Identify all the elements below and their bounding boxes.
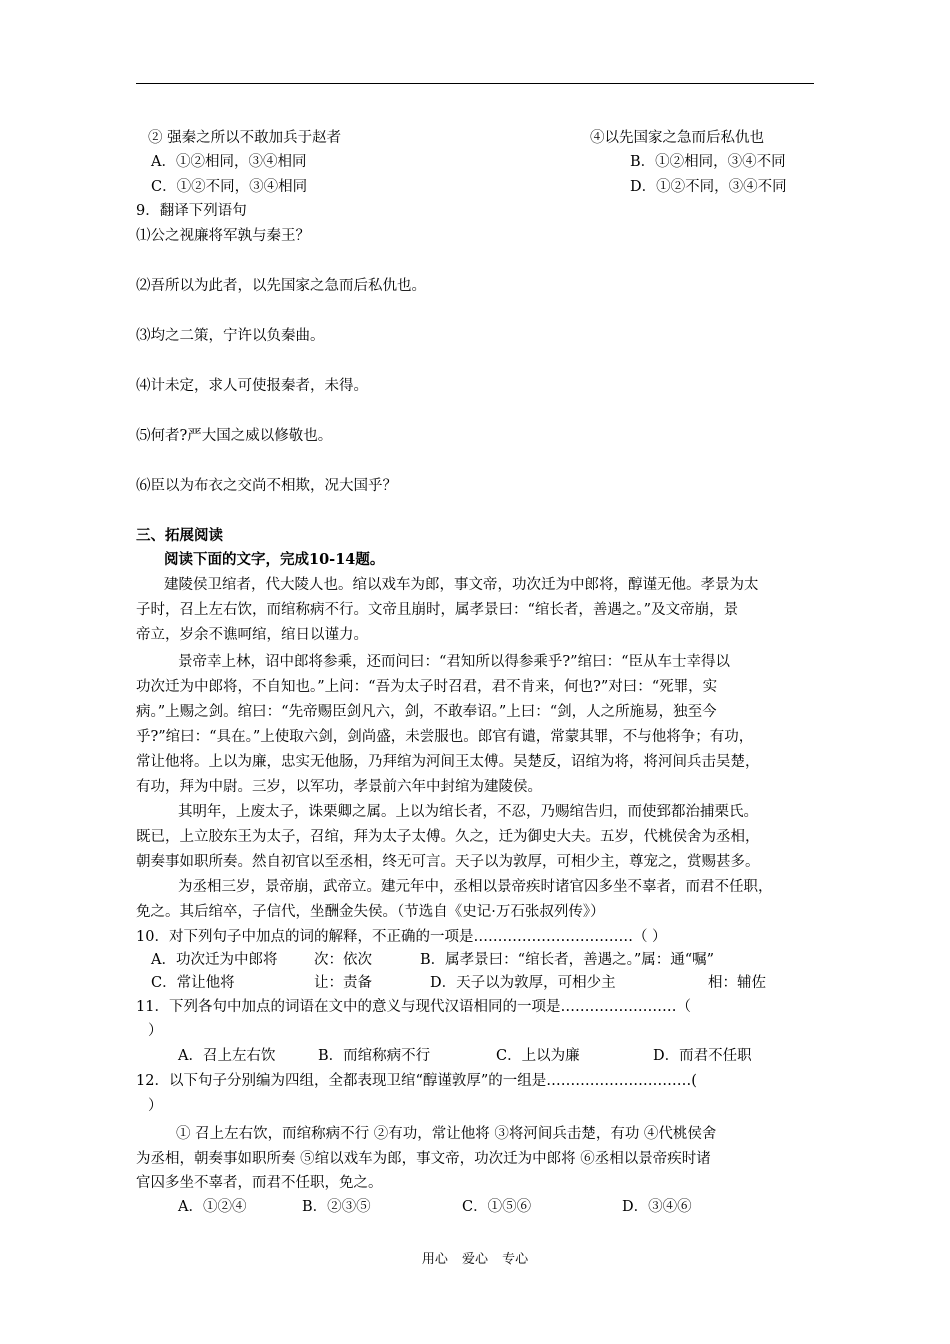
passage-line: 其明年，上废太子，诛栗卿之属。上以为绾长者，不忍，乃赐绾告归，而使郅都治捕栗氏。 xyxy=(178,804,758,820)
passage-line: 功次迁为中郎将，不自知也。”上问：“吾为太子时召君，君不肯来，何也?”对曰：“死罪，实 xyxy=(136,679,718,695)
q12-choice-c: C．①⑤⑥ xyxy=(462,1199,532,1215)
passage-line: 常让他将。上以为廉，忠实无他肠，乃拜绾为河间王太傅。吴楚反，诏绾为将，将河间兵击吴楚， xyxy=(136,754,760,770)
q10-choice-d-gloss: 相：辅佐 xyxy=(708,975,766,991)
footer-text: 爱心 xyxy=(461,1252,488,1267)
q11-stem: 11．下列各句中加点的词语在文中的意义与现代汉语相同的一项是……………………（ xyxy=(136,999,691,1015)
q11-close: ） xyxy=(148,1023,163,1039)
q8-choice-c: C．①②不同，③④相同 xyxy=(151,179,308,195)
q8-option-4: ④以先国家之急而后私仇也 xyxy=(590,130,764,146)
q8-choice-b: B．①②相同，③④不同 xyxy=(630,154,786,170)
page-footer xyxy=(0,1248,950,1267)
section-heading: 三、拓展阅读 xyxy=(136,527,223,544)
q12-choice-a: A．①②④ xyxy=(178,1199,247,1215)
section-instruction: 阅读下面的文字，完成10-14题。 xyxy=(164,551,385,568)
q9-item-3: ⑶均之二策，宁许以负秦曲。 xyxy=(136,328,325,344)
q10-choice-c-gloss: 让：责备 xyxy=(314,975,372,991)
q10-choice-b: B．属孝景曰：“绾长者，善遇之。”属：通“嘱” xyxy=(420,952,715,968)
passage-line: 病。”上赐之剑。绾曰：“先帝赐臣剑凡六，剑，不敢奉诏。”上曰：“剑，人之所施易，独至今 xyxy=(136,704,717,720)
passage-line: 为丞相三岁，景帝崩，武帝立。建元年中，丞相以景帝疾时诸官囚多坐不辜者，而君不任职， xyxy=(178,879,773,895)
q12-body-line: 为丞相，朝奏事如职所奏 ⑤绾以戏车为郎，事文帝，功次迁为中郎将 ⑥丞相以景帝疾时诸 xyxy=(136,1151,711,1167)
q11-choice-a: A．召上左右饮 xyxy=(178,1048,276,1064)
passage-line: 景帝幸上林，诏中郎将参乘，还而问曰：“君知所以得参乘乎?”绾曰：“臣从车士幸得以 xyxy=(178,654,731,670)
q10-choice-d: D．天子以为敦厚，可相少主 xyxy=(430,975,616,991)
q9-item-1: ⑴公之视廉将军孰与秦王？ xyxy=(136,228,310,244)
q8-choice-a: A．①②相同，③④相同 xyxy=(151,154,307,170)
passage-line: 免之。其后绾卒，子信代，坐酬金失侯。（节选自《史记·万石张叔列传》） xyxy=(136,904,605,920)
q9-item-2: ⑵吾所以为此者，以先国家之急而后私仇也。 xyxy=(136,278,426,294)
q12-stem: 12．以下句子分别编为四组，全都表现卫绾“醇谨敦厚”的一组是…………………………( xyxy=(136,1073,697,1089)
passage-line: 子时，召上左右饮，而绾称病不行。文帝且崩时，属孝景曰：“绾长者，善遇之。”及文帝崩，景 xyxy=(136,602,739,618)
q11-choice-c: C．上以为廉 xyxy=(496,1048,580,1064)
q12-choice-d: D．③④⑥ xyxy=(622,1199,692,1215)
q10-choice-a: A．功次迁为中郎将 xyxy=(151,952,278,968)
q11-choice-b: B．而绾称病不行 xyxy=(318,1048,431,1064)
q8-choice-d: D．①②不同，③④不同 xyxy=(630,179,787,195)
q9-item-4: ⑷计未定，求人可使报秦者，未得。 xyxy=(136,378,368,394)
q10-choice-a-gloss: 次：依次 xyxy=(314,952,372,968)
passage-line: 帝立，岁余不谯呵绾，绾日以谨力。 xyxy=(136,627,368,643)
q12-close: ） xyxy=(148,1098,163,1114)
q12-body-line: 官囚多坐不辜者，而君不任职，免之。 xyxy=(136,1175,383,1191)
q10-stem: 10．对下列句子中加点的词的解释，不正确的一项是……………………………（ ） xyxy=(136,929,667,945)
q9-item-6: ⑹臣以为布衣之交尚不相欺，况大国乎？ xyxy=(136,478,397,494)
footer-text: 用心 xyxy=(421,1252,448,1267)
q10-choice-c: C．常让他将 xyxy=(151,975,235,991)
passage-line: 建陵侯卫绾者，代大陵人也。绾以戏车为郎，事文帝，功次迁为中郎将，醇谨无他。孝景为太 xyxy=(164,577,759,593)
passage-line: 有功，拜为中尉。三岁，以军功，孝景前六年中封绾为建陵侯。 xyxy=(136,779,542,795)
passage-line: 朝奏事如职所奏。然自初官以至丞相，终无可言。天子以为敦厚，可相少主，尊宠之，赏赐甚多。 xyxy=(136,854,760,870)
q8-option-2: ② 强秦之所以不敢加兵于赵者 xyxy=(148,130,342,146)
passage-line: 既已，上立胶东王为太子，召绾，拜为太子太傅。久之，迁为御史大夫。五岁，代桃侯舍为丞相， xyxy=(136,829,760,845)
q9-item-5: ⑸何者?严大国之威以修敬也。 xyxy=(136,428,333,444)
passage-line: 乎?”绾曰：“具在。”上使取六剑，剑尚盛，未尝服也。郎官有谴，常蒙其罪，不与他将争；有功， xyxy=(136,729,754,745)
q11-choice-d: D．而君不任职 xyxy=(653,1048,752,1064)
q12-choice-b: B．②③⑤ xyxy=(302,1199,371,1215)
footer-text: 专心 xyxy=(502,1252,529,1267)
header-rule xyxy=(136,83,814,84)
q12-body-line: ① 召上左右饮，而绾称病不行 ②有功，常让他将 ③将河间兵击楚，有功 ④代桃侯舍 xyxy=(176,1126,717,1142)
q9-title: 9．翻译下列语句 xyxy=(136,203,247,219)
